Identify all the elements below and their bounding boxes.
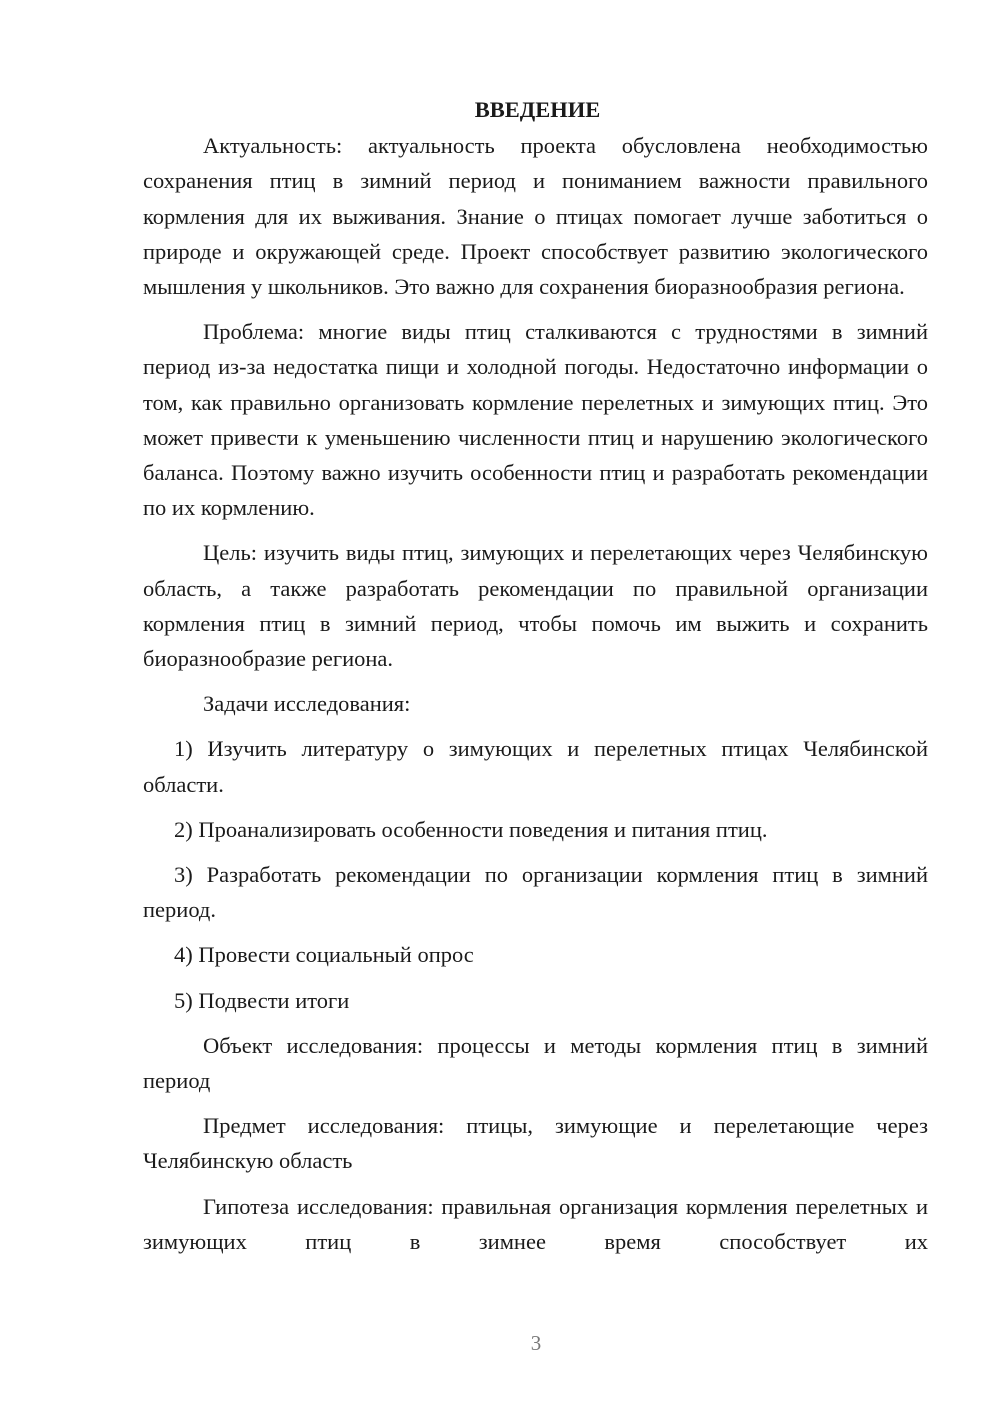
task-item: 4) Провести социальный опрос (174, 942, 474, 968)
task-item: 1) Изучить литературу о зимующих и перелетных птицах Челябинской области. (143, 736, 928, 797)
paragraph-hypothesis: Гипотеза исследования: правильная организация кормления перелетных и зимующих птиц в зимнее время способствует их (143, 1193, 928, 1254)
paragraph-goal: Цель: изучить виды птиц, зимующих и перелетающих через Челябинскую область, а также разработать рекомендации по правильной организации кормления птиц в зимний период, чтобы помочь им выжить и сохранить биоразнообразие региона. (143, 540, 928, 672)
task-item: 5) Подвести итоги (174, 987, 350, 1013)
paragraph-tasks-heading: Задачи исследования: (203, 691, 411, 717)
task-item: 3) Разработать рекомендации по организации кормления птиц в зимний период. (143, 862, 928, 923)
section-title: ВВЕДЕНИЕ (474, 97, 601, 122)
task-item: 2) Проанализировать особенности поведения и питания птиц. (174, 816, 768, 842)
page-body (143, 92, 928, 1269)
paragraph-problem: Проблема: многие виды птиц сталкиваются с трудностями в зимний период из-за недостатка пищи и холодной погоды. Недостаточно информации о том, как правильно организовать кормление перелетных и зимующих птиц. Это может привести к уменьшению численности птиц и нарушению экологического баланса. Поэтому важно изучить особенности птиц и разработать рекомендации по их кормлению. (143, 319, 928, 521)
paragraph-object: Объект исследования: процессы и методы кормления птиц в зимний период (143, 1032, 928, 1094)
paragraph-subject: Предмет исследования: птицы, зимующие и перелетающие через Челябинскую область (143, 1113, 928, 1174)
paragraph-relevance: Актуальность: актуальность проекта обусловлена необходимостью сохранения птиц в зимний период и пониманием важности правильного кормления для их выживания. Знание о птицах помогает лучше заботиться о природе и окружающей среде. Проект способствует развитию экологического мышления у школьников. Это важно для сохранения биоразнообразия региона. (143, 133, 928, 300)
page-number: 3 (530, 1331, 542, 1355)
